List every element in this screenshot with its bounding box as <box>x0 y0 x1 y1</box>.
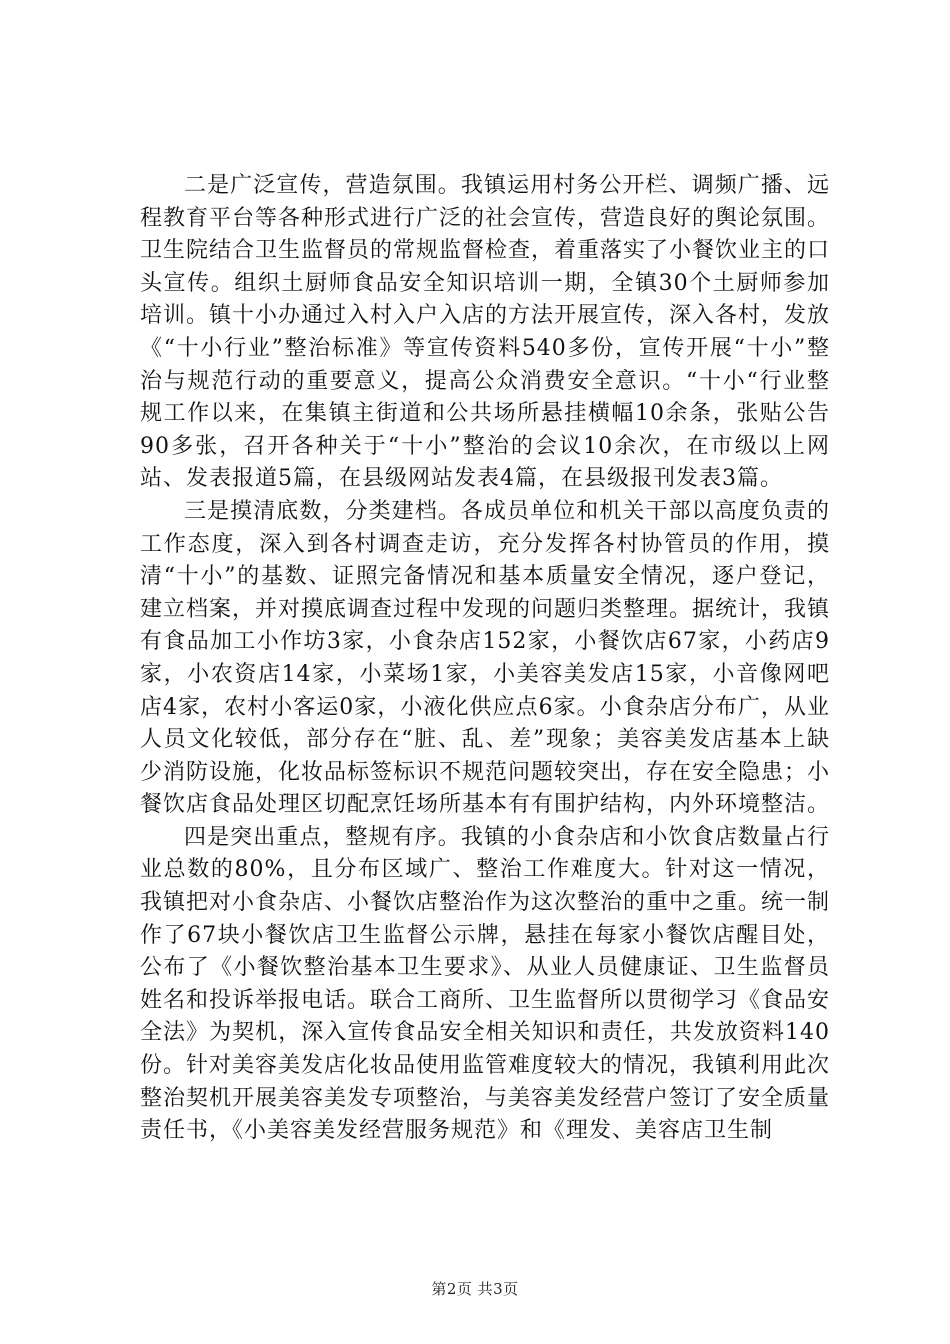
paragraph-survey: 三是摸清底数，分类建档。各成员单位和机关干部以高度负责的工作态度，深入到各村调查走访，充分发挥各村协管员的作用，摸清“十小”的基数、证照完备情况和基本质量安全情况，逐户登记，建立档案，并对摸底调查过程中发现的问题归类整理。据统计，我镇有食品加工小作坊3家，小食杂店152家，小餐饮店67家，小药店9家，小农资店14家，小菜场1家，小美容美发店15家，小音像网吧店4家，农村小客运0家，小液化供应点6家。小食杂店分布广，从业人员文化较低，部分存在“脏、乱、差”现象；美容美发店基本上缺少消防设施，化妆品标签标识不规范问题较突出，存在安全隐患；小餐饮店食品处理区切配烹饪场所基本有有围护结构，内外环境整洁。 <box>140 498 831 818</box>
page-footer: 第2页 共3页 <box>431 1280 519 1298</box>
paragraph-key-points: 四是突出重点，整规有序。我镇的小食杂店和小饮食店数量占行业总数的80%，且分布区域广、整治工作难度大。针对这一情况，我镇把对小食杂店、小餐饮店整治作为这次整治的重中之重。统一制作了67块小餐饮店卫生监督公示牌，悬挂在每家小餐饮店醒目处，公布了《小餐饮整治基本卫生要求》、从业人员健康证、卫生监督员姓名和投诉举报电话。联合工商所、卫生监督所以贯彻学习《食品安全法》为契机，深入宣传食品安全相关知识和责任，共发放资料140份。针对美容美发店化妆品使用监管难度较大的情况，我镇利用此次整治契机开展美容美发专项整治，与美容美发经营户签订了安全质量责任书，《小美容美发经营服务规范》和《理发、美容店卫生制 <box>140 824 831 1144</box>
document-body <box>140 170 830 1148</box>
paragraph-publicity: 二是广泛宣传，营造氛围。我镇运用村务公开栏、调频广播、远程教育平台等各种形式进行广泛的社会宣传，营造良好的舆论氛围。卫生院结合卫生监督员的常规监督检查，着重落实了小餐饮业主的口头宣传。组织土厨师食品安全知识培训一期，全镇30个土厨师参加培训。镇十小办通过入村入户入店的方法开展宣传，深入各村，发放《“十小行业”整治标准》等宣传资料540多份，宣传开展“十小”整治与规范行动的重要意义，提高公众消费安全意识。“十小“行业整规工作以来，在集镇主街道和公共场所悬挂横幅10余条，张贴公告90多张，召开各种关于“十小”整治的会议10余次，在市级以上网站、发表报道5篇，在县级网站发表4篇，在县级报刊发表3篇。 <box>140 173 831 492</box>
